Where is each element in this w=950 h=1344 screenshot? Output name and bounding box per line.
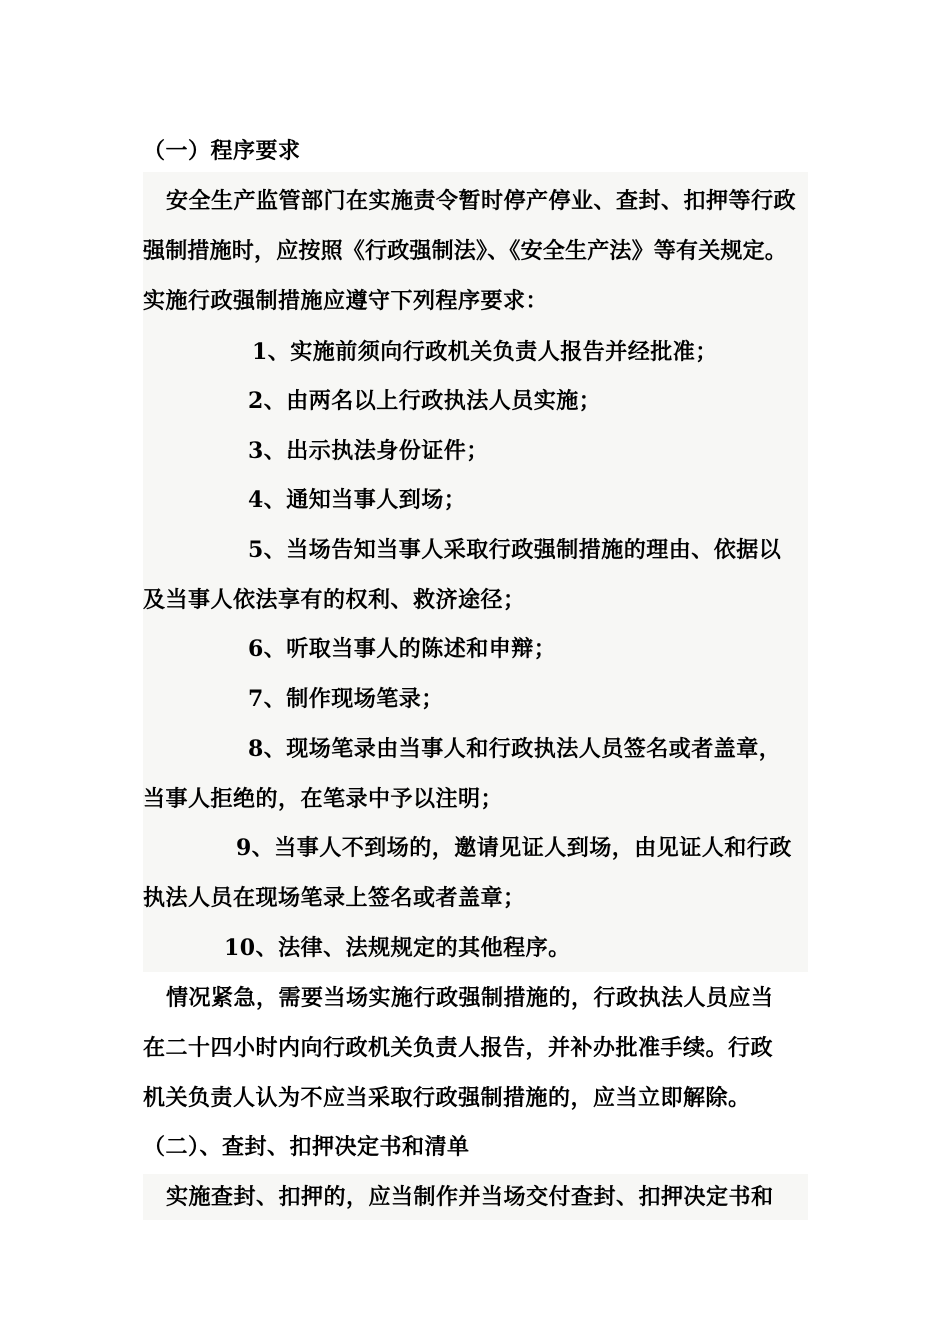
emergency-line-2: 在二十四小时内向行政机关负责人报告，并补办批准手续。行政 bbox=[143, 1035, 774, 1061]
list-item: 3、出示执法身份证件； bbox=[248, 438, 489, 464]
list-item: 10、法律、法规规定的其他程序。 bbox=[224, 935, 571, 961]
section2-heading: （二）、查封、扣押决定书和清单 bbox=[143, 1134, 470, 1160]
list-item: 8、现场笔录由当事人和行政执法人员签名或者盖章， bbox=[248, 736, 782, 762]
intro-line-3: 实施行政强制措施应遵守下列程序要求： bbox=[143, 288, 549, 314]
list-item: 1、实施前须向行政机关负责人报告并经批准； bbox=[252, 339, 718, 365]
list-item: 4、通知当事人到场； bbox=[248, 487, 467, 513]
list-item: 7、制作现场笔录； bbox=[248, 686, 444, 712]
intro-line-1: 安全生产监管部门在实施责令暂时停产停业、查封、扣押等行政 bbox=[166, 188, 797, 214]
list-item: 5、当场告知当事人采取行政强制措施的理由、依据以 bbox=[248, 537, 782, 563]
emergency-line-3: 机关负责人认为不应当采取行政强制措施的，应当立即解除。 bbox=[143, 1085, 751, 1111]
section2-line-1: 实施查封、扣押的，应当制作并当场交付查封、扣押决定书和 bbox=[166, 1184, 774, 1210]
intro-line-2: 强制措施时，应按照《行政强制法》、《安全生产法》等有关规定。 bbox=[143, 238, 788, 264]
list-item-continuation: 当事人拒绝的，在笔录中予以注明； bbox=[143, 786, 504, 812]
list-item-continuation: 及当事人依法享有的权利、救济途径； bbox=[143, 587, 526, 613]
list-item: 2、由两名以上行政执法人员实施； bbox=[248, 388, 602, 414]
list-item-continuation: 执法人员在现场笔录上签名或者盖章； bbox=[143, 885, 526, 911]
emergency-line-1: 情况紧急，需要当场实施行政强制措施的，行政执法人员应当 bbox=[166, 985, 774, 1011]
section1-heading: （一）程序要求 bbox=[143, 138, 301, 164]
list-item: 6、听取当事人的陈述和申辩； bbox=[248, 636, 557, 662]
list-item: 9、当事人不到场的，邀请见证人到场，由见证人和行政 bbox=[236, 835, 792, 861]
